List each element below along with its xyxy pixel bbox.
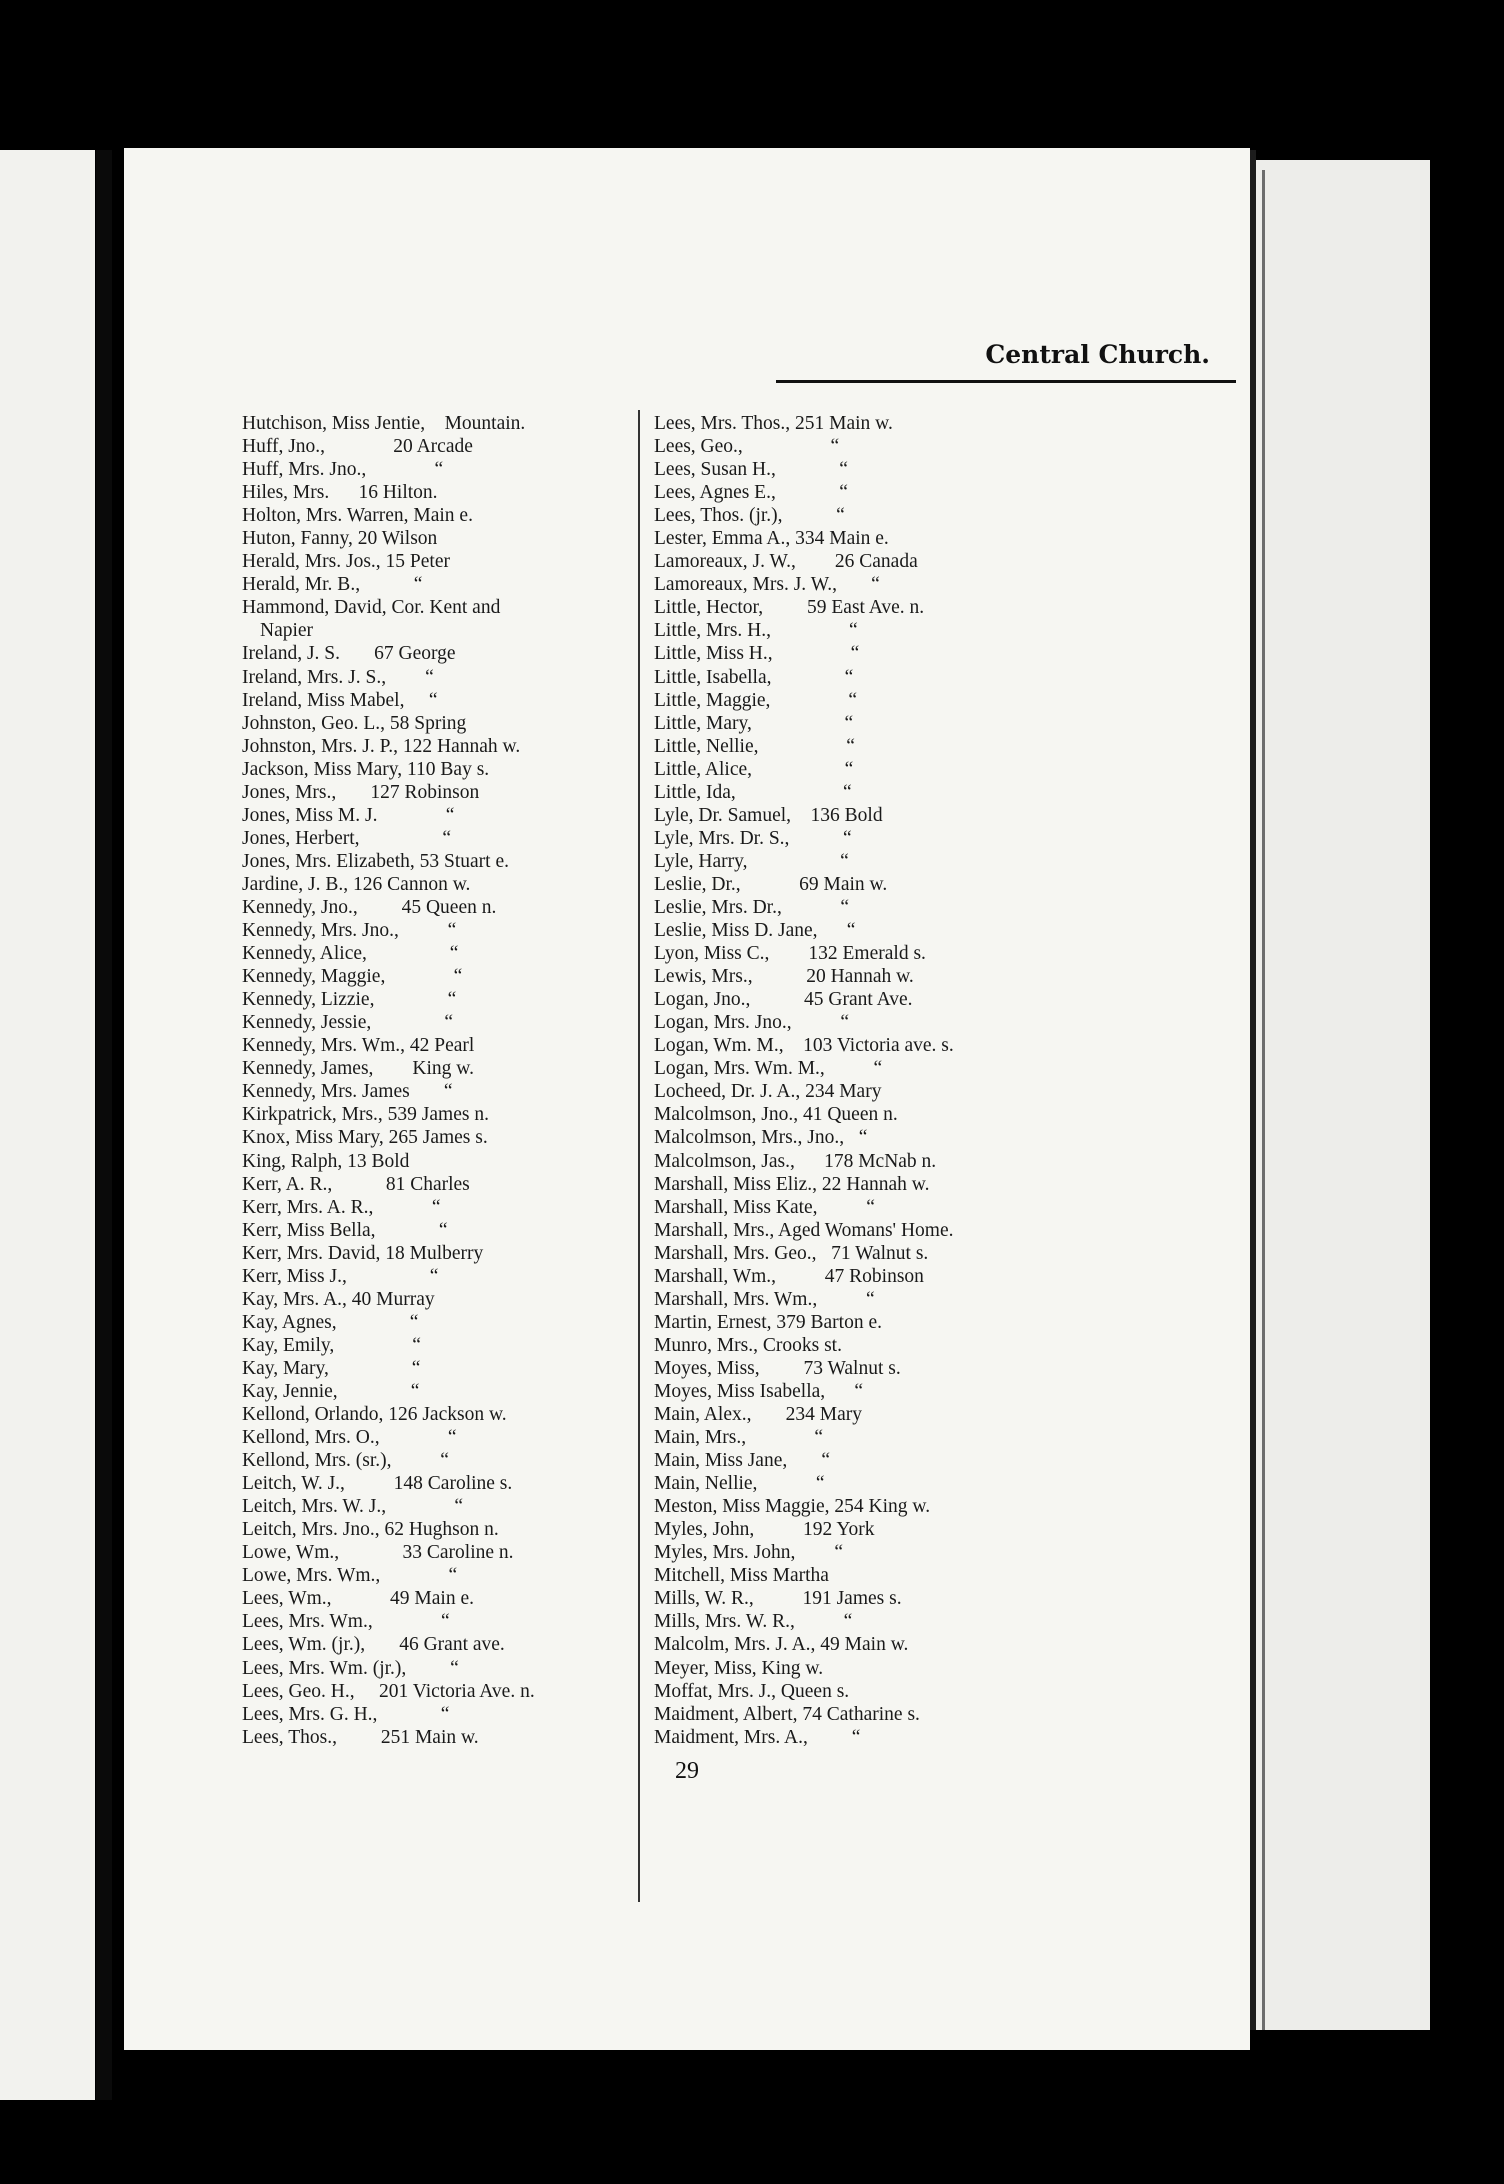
directory-entry: Lyle, Dr. Samuel, 136 Bold [654,804,883,826]
directory-entry: Kennedy, Maggie, “ [242,966,463,988]
directory-entry: Lees, Mrs. Wm. (jr.), “ [242,1657,459,1679]
directory-entry: Marshall, Wm., 47 Robinson [654,1265,924,1287]
directory-entry: Kay, Jennie, “ [242,1380,420,1402]
directory-entry: Kennedy, Mrs. Wm., 42 Pearl [242,1035,475,1057]
directory-entry: Moyes, Miss Isabella, “ [654,1380,864,1402]
directory-entry: Lamoreaux, J. W., 26 Canada [654,551,918,573]
page-header-title: Central Church. [985,340,1210,369]
directory-entry: Kerr, Miss Bella, “ [242,1219,448,1241]
directory-entry: Kennedy, Alice, “ [242,943,459,965]
directory-entry: Leslie, Miss D. Jane, “ [654,920,856,942]
directory-entry: Marshall, Miss Kate, “ [654,1196,875,1218]
directory-entry: Ireland, Miss Mabel, “ [242,689,438,711]
directory-entry: Maidment, Mrs. A., “ [654,1726,861,1748]
directory-entry: Maidment, Albert, 74 Catharine s. [654,1703,920,1725]
directory-entry: Jones, Herbert, “ [242,827,452,849]
directory-entry: Johnston, Geo. L., 58 Spring [242,712,467,734]
directory-entry: Napier [260,620,314,642]
directory-entry: Lyle, Mrs. Dr. S., “ [654,827,852,849]
directory-entry: Little, Isabella, “ [654,666,854,688]
directory-entry: Myles, John, 192 York [654,1519,875,1541]
directory-entry: Logan, Jno., 45 Grant Ave. [654,989,913,1011]
directory-entry: Kennedy, Jno., 45 Queen n. [242,896,497,918]
facing-page-edge [0,150,95,2100]
directory-entry: Kay, Mary, “ [242,1357,421,1379]
directory-entry: Myles, Mrs. John, “ [654,1542,844,1564]
directory-entry: Little, Mary, “ [654,712,854,734]
directory-entry: Herald, Mr. B., “ [242,574,423,596]
directory-entry: Main, Miss Jane, “ [654,1450,831,1472]
directory-entry: Kennedy, James, King w. [242,1058,474,1080]
directory-entry: Kay, Mrs. A., 40 Murray [242,1288,435,1310]
directory-entry: Leslie, Dr., 69 Main w. [654,873,888,895]
directory-entry: Meston, Miss Maggie, 254 King w. [654,1496,931,1518]
directory-entry: Holton, Mrs. Warren, Main e. [242,505,473,527]
directory-entry: Little, Maggie, “ [654,689,858,711]
directory-entry: Lees, Mrs. Wm., “ [242,1611,450,1633]
directory-entry: Logan, Mrs. Wm. M., “ [654,1058,883,1080]
directory-entry: Kennedy, Mrs. James “ [242,1081,453,1103]
directory-entry: Mills, Mrs. W. R., “ [654,1611,853,1633]
directory-entry: Hiles, Mrs. 16 Hilton. [242,482,438,504]
directory-entry: Moyes, Miss, 73 Walnut s. [654,1357,901,1379]
page-edge-shadow [1250,150,1256,2030]
directory-entry: Ireland, J. S. 67 George [242,643,456,665]
directory-entry: Kerr, A. R., 81 Charles [242,1173,470,1195]
directory-entry: Kerr, Mrs. David, 18 Mulberry [242,1242,484,1264]
directory-entry: Lees, Geo., “ [654,436,840,458]
column-divider [638,410,640,1902]
directory-entry: Main, Nellie, “ [654,1473,825,1495]
directory-entry: Ireland, Mrs. J. S., “ [242,666,434,688]
directory-entry: Lyon, Miss C., 132 Emerald s. [654,943,926,965]
directory-entry: Hutchison, Miss Jentie, Mountain. [242,413,526,434]
directory-entry: Little, Mrs. H., “ [654,620,858,642]
directory-entry: Kellond, Orlando, 126 Jackson w. [242,1404,507,1426]
directory-entry: Malcolmson, Jas., 178 McNab n. [654,1150,937,1172]
directory-entry: Munro, Mrs., Crooks st. [654,1334,842,1356]
directory-entry: Kerr, Miss J., “ [242,1265,439,1287]
directory-entry: Lowe, Mrs. Wm., “ [242,1565,458,1587]
directory-entry: Herald, Mrs. Jos., 15 Peter [242,551,450,573]
directory-entry: Little, Miss H., “ [654,643,860,665]
directory-entry: Lees, Mrs. G. H., “ [242,1703,450,1725]
directory-entry: Lees, Susan H., “ [654,459,848,481]
directory-entry: Malcolmson, Jno., 41 Queen n. [654,1104,898,1126]
page-edge-line [1262,170,1265,2030]
directory-entry: Jones, Mrs., 127 Robinson [242,781,480,803]
directory-entry: Lewis, Mrs., 20 Hannah w. [654,966,914,988]
directory-entry: Lees, Wm., 49 Main e. [242,1588,474,1610]
directory-entry: Huff, Jno., 20 Arcade [242,436,473,458]
directory-entry: Lees, Geo. H., 201 Victoria Ave. n. [242,1680,535,1702]
directory-entry: Mitchell, Miss Martha [654,1565,829,1587]
directory-entry: Jackson, Miss Mary, 110 Bay s. [242,758,490,780]
directory-entry: Jones, Miss M. J. “ [242,804,455,826]
directory-entry: Jones, Mrs. Elizabeth, 53 Stuart e. [242,850,509,872]
directory-entry: Little, Hector, 59 East Ave. n. [654,597,925,619]
directory-entry: Logan, Mrs. Jno., “ [654,1012,849,1034]
directory-entry: Main, Mrs., “ [654,1427,823,1449]
directory-entry: Mills, W. R., 191 James s. [654,1588,902,1610]
directory-entry: Little, Ida, “ [654,781,852,803]
directory-entry: Marshall, Miss Eliz., 22 Hannah w. [654,1173,930,1195]
directory-entry: Kay, Emily, “ [242,1334,421,1356]
directory-entry: Johnston, Mrs. J. P., 122 Hannah w. [242,735,521,757]
directory-entry: Marshall, Mrs. Wm., “ [654,1288,875,1310]
directory-entry: Marshall, Mrs., Aged Womans' Home. [654,1219,954,1241]
directory-entry: Leitch, W. J., 148 Caroline s. [242,1473,513,1495]
page-number: 29 [675,1758,699,1784]
directory-entry: Lyle, Harry, “ [654,850,849,872]
directory-entry: Huff, Mrs. Jno., “ [242,459,444,481]
directory-entry: Kennedy, Lizzie, “ [242,989,457,1011]
directory-entry: Marshall, Mrs. Geo., 71 Walnut s. [654,1242,929,1264]
right-column [654,412,1174,1749]
directory-entry: Hammond, David, Cor. Kent and [242,597,501,619]
directory-entry: Little, Alice, “ [654,758,854,780]
directory-entry: Moffat, Mrs. J., Queen s. [654,1680,850,1702]
directory-entry: Lees, Thos., 251 Main w. [242,1726,479,1748]
directory-entry: Lees, Mrs. Thos., 251 Main w. [654,413,893,434]
directory-entry: Lees, Thos. (jr.), “ [654,505,845,527]
directory-entry: Lester, Emma A., 334 Main e. [654,528,889,550]
directory-entry: Main, Alex., 234 Mary [654,1404,862,1426]
book-gutter [96,150,112,2100]
directory-entry: Meyer, Miss, King w. [654,1657,824,1679]
directory-page [124,148,1250,2050]
directory-entry: Malcolmson, Mrs., Jno., “ [654,1127,868,1149]
directory-entry: Kennedy, Mrs. Jno., “ [242,920,457,942]
directory-entry: King, Ralph, 13 Bold [242,1150,410,1172]
directory-entry: Martin, Ernest, 379 Barton e. [654,1311,882,1333]
directory-entry: Logan, Wm. M., 103 Victoria ave. s. [654,1035,954,1057]
directory-entry: Kennedy, Jessie, “ [242,1012,454,1034]
directory-entry: Lees, Agnes E., “ [654,482,848,504]
directory-entry: Lowe, Wm., 33 Caroline n. [242,1542,514,1564]
left-column [242,412,642,1749]
directory-entry: Malcolm, Mrs. J. A., 49 Main w. [654,1634,909,1656]
directory-entry: Leitch, Mrs. W. J., “ [242,1496,463,1518]
directory-entry: Knox, Miss Mary, 265 James s. [242,1127,488,1149]
directory-entry: Jardine, J. B., 126 Cannon w. [242,873,471,895]
directory-entry: Huton, Fanny, 20 Wilson [242,528,438,550]
underlying-sheet [1240,160,1430,2030]
directory-entry: Little, Nellie, “ [654,735,855,757]
directory-entry: Kay, Agnes, “ [242,1311,419,1333]
directory-entry: Leslie, Mrs. Dr., “ [654,896,849,918]
directory-entry: Lamoreaux, Mrs. J. W., “ [654,574,880,596]
header-rule [776,380,1236,383]
directory-entry: Leitch, Mrs. Jno., 62 Hughson n. [242,1519,499,1541]
directory-entry: Locheed, Dr. J. A., 234 Mary [654,1081,882,1103]
directory-entry: Kellond, Mrs. (sr.), “ [242,1450,449,1472]
directory-entry: Lees, Wm. (jr.), 46 Grant ave. [242,1634,505,1656]
directory-entry: Kerr, Mrs. A. R., “ [242,1196,441,1218]
directory-entry: Kellond, Mrs. O., “ [242,1427,457,1449]
directory-entry: Kirkpatrick, Mrs., 539 James n. [242,1104,489,1126]
